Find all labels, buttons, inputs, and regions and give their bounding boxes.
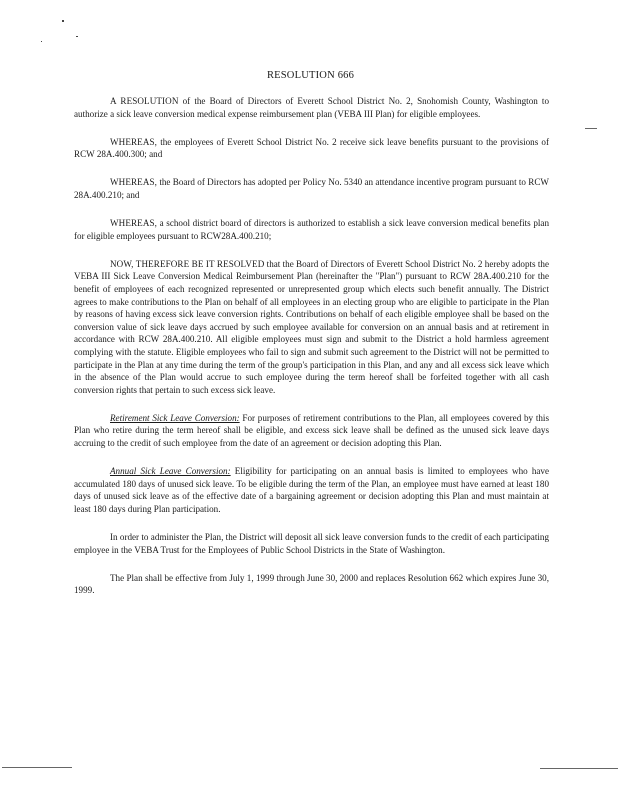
scan-mark [540, 768, 618, 769]
scan-mark [585, 128, 597, 129]
resolution-body [74, 95, 549, 612]
whereas-lead-2: WHEREAS, [110, 177, 158, 188]
whereas-lead-1: WHEREAS, [110, 136, 158, 147]
whereas-text-1: the employees of Everett School District No. 2 receive sick leave benefits pursuant to the provisions of RCW 28A.400.300; and [74, 136, 549, 160]
whereas-text-3: a school district board of directors is authorized to establish a sick leave conversion medical benefits plan for eligible employees pursuant to RCW28A.400.210; [74, 218, 549, 241]
scan-speck [62, 20, 64, 22]
annual-text: Eligibility for participating on an annual basis is limited to employees who have accumulated 180 days of unused sick leave. To be eligible during the term of the Plan, an employee must have earned at least 180 days of unused sick leave as of the effective date of a bargaining agreement or decision adopting this Plan and must maintain at least 180 days during Plan participation. [74, 466, 549, 514]
retirement-heading: Retirement Sick Leave Conversion: [110, 412, 240, 423]
resolved-lead: NOW, THEREFORE BE IT RESOLVED [110, 258, 265, 269]
effective-paragraph: The Plan shall be effective from July 1, 1999 through June 30, 2000 and replaces Resolution 662 which expires June 30, 1999. [74, 572, 549, 596]
annual-paragraph [74, 465, 549, 515]
whereas-paragraph-1 [74, 136, 549, 161]
retirement-text: For purposes of retirement contributions to the Plan, all employees covered by this Plan who retire during the term hereof shall be eligible, and excess sick leave shall be defined as the unused sick leave days accruing to the credit of such employee from the date of an agreement or decision adopting this Plan. [74, 412, 550, 448]
resolved-text: that the Board of Directors of Everett School District No. 2 hereby adopts the VEBA III Sick Leave Conversion Medical Reimbursement Plan (hereinafter the "Plan") pursuant to RCW 28A.400.210 for the benefit of employees of each recognized represented or unrepresented group which elects such benefit annually. The District agrees to make contributions to the Plan on behalf of all employees in an electing group who are eligible to participate in the Plan by reasons of having excess sick leave conversion rights. Contributions on behalf of each eligible employee shall be based on the conversion value of sick leave days accrued by such employee available for conversion on an annual basis and at retirement in accordance with RCW 28A.400.210. All eligible employees must sign and submit to the District a hold harmless agreement complying with the statute. Eligible employees who fail to sign and submit such agreement to the District will not be permitted to participate in the Plan at any time during the term of the group's participation in this Plan, and any and all excess sick leave which in the absence of the Plan would accrue to such employee during the term hereof shall be forfeited together with all cash conversion rights that pertain to such excess sick leave. [74, 258, 549, 395]
resolution-title: RESOLUTION 666 [266, 70, 355, 81]
resolved-paragraph [74, 258, 549, 397]
scan-speck [41, 41, 42, 42]
scan-speck [76, 36, 78, 37]
intro-lead: A RESOLUTION [110, 96, 179, 106]
whereas-paragraph-2 [74, 176, 549, 201]
retirement-paragraph [74, 412, 549, 450]
intro-text: of the Board of Directors of Everett School District No. 2, Snohomish County, Washington to authorize a sick leave conversion medical expense reimbursement plan (VEBA III Plan) for eligible employees. [74, 96, 550, 119]
intro-paragraph [74, 95, 549, 120]
whereas-text-2: the Board of Directors has adopted per Policy No. 5340 an attendance incentive program pursuant to RCW 28A.400.210; and [74, 177, 549, 200]
annual-heading: Annual Sick Leave Conversion: [110, 466, 231, 477]
whereas-paragraph-3 [74, 217, 549, 242]
whereas-lead-3: WHEREAS, [110, 218, 158, 229]
administer-paragraph: In order to administer the Plan, the District will deposit all sick leave conversion funds to the credit of each participating employee in the VEBA Trust for the Employees of Public School Districts in the State of Washington. [74, 531, 549, 555]
scan-mark [2, 767, 72, 768]
